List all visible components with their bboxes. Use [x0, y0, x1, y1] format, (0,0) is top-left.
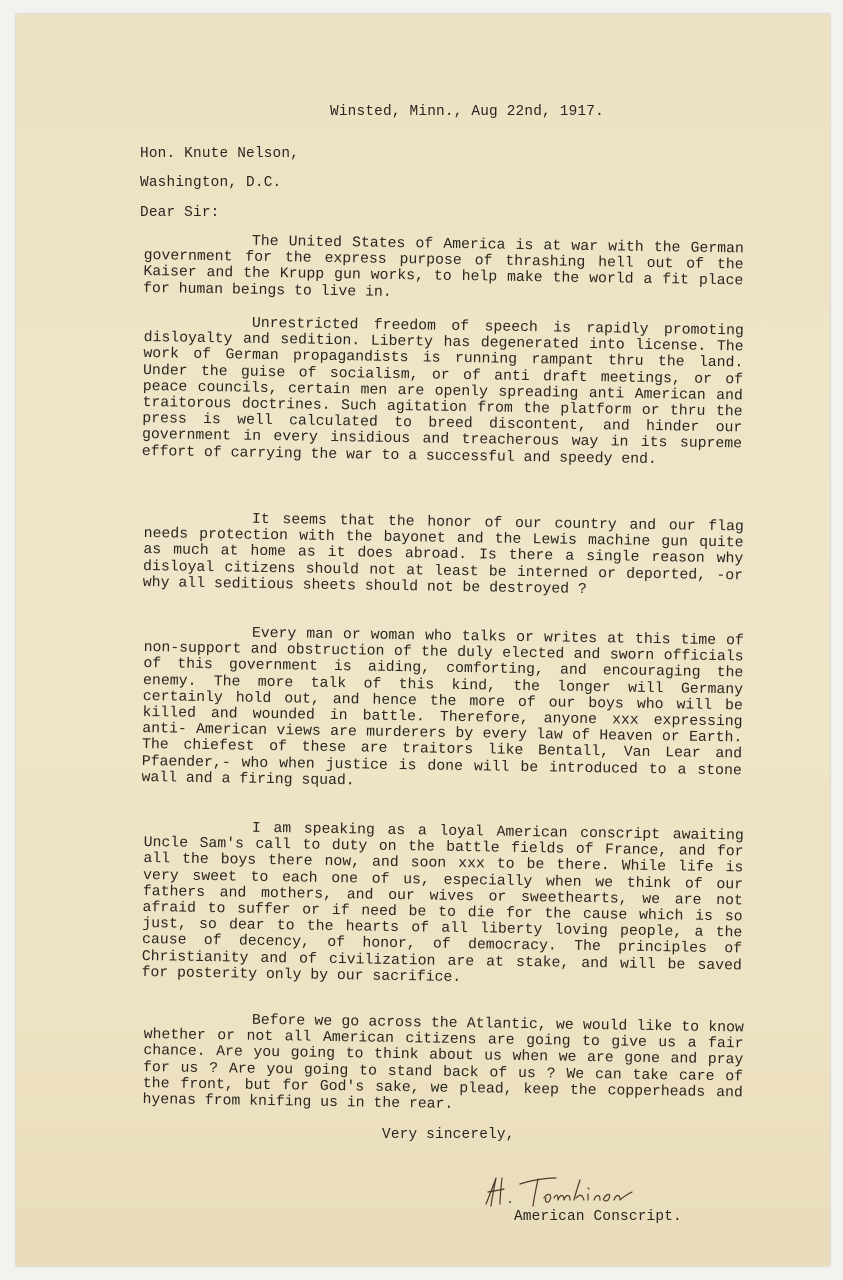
letter-sheet	[16, 14, 830, 1266]
salutation: Dear Sir:	[140, 205, 220, 221]
handwritten-signature	[476, 1164, 646, 1214]
dateline: Winsted, Minn., Aug 22nd, 1917.	[330, 104, 604, 120]
signer-title: American Conscript.	[514, 1209, 682, 1225]
closing: Very sincerely,	[382, 1127, 515, 1143]
paragraph-1: The United States of America is at war with the German government for the express purpose of thrashing hell out of the Kaiser and the Krupp gun works, to help make the world a fit place for human beings to live in.	[142, 233, 744, 301]
paragraph-3: It seems that the honor of our country and our flag needs protection with the bayonet and the Lewis machine gun quite as much at home as it does abroad. Is there a single reason why disloyal citizens should not at least be interned or deported, -or why all seditious sheets should not be destroyed ?	[142, 511, 744, 598]
paragraph-6: Before we go across the Atlantic, we would like to know whether or not all American citizens are going to give us a fair chance. Are you going to think about us when we are gone and pray for us ? Are you going to stand back of us ? We can take care of the front, but for God's sake, we plead, keep the copperheads and hyenas from knifing us in the rear.	[142, 1012, 744, 1113]
paragraph-4: Every man or woman who talks or writes at this time of non-support and obstruction of the duly elected and sworn officials of this government is aiding, comforting, and encouraging the enemy. The more talk of this kind, the longer will Germany certainly hold out, and hence the more of our boys who will be killed and wounded in battle. Therefore, anyone xxx expressing anti- American views are murderers by every law of Heaven or Earth. The chiefest of these are traitors like Bentall, Van Lear and Pfaender,- who when justice is done will be introduced to a stone wall and a firing squad.	[141, 625, 744, 790]
recipient-place: Washington, D.C.	[140, 175, 282, 191]
paragraph-5: I am speaking as a loyal American conscript awaiting Uncle Sam's call to duty on the battle fields of France, and for all the boys there now, and soon xxx to be there. While life is very sweet to each one of us, especially when we think of our fathers and mothers, and our wives or sweethearts, we are not afraid to suffer or if need be to die for the cause which is so just, so dear to the hearts of all liberty loving people, a the cause of decency, of honor, of democracy. The principles of Christianity and of civilization are at stake, and will be saved for posterity only by our sacrifice.	[141, 820, 744, 986]
recipient-name: Hon. Knute Nelson,	[140, 146, 300, 162]
paragraph-2: Unrestricted freedom of speech is rapidly promoting disloyalty and sedition. Liberty has degenerated into license. The work of German propagandists is running rampant thru the land. Under the guise of socialism, or of anti draft meetings, or of peace councils, certain men are openly spreading anti American and traitorous doctrines. Such agitation from the platform or thru the press is well calculated to breed discontent, and hinder our government in every insidious and treacherous way in its supreme effort of carrying the war to a successful and speedy end.	[141, 315, 744, 468]
